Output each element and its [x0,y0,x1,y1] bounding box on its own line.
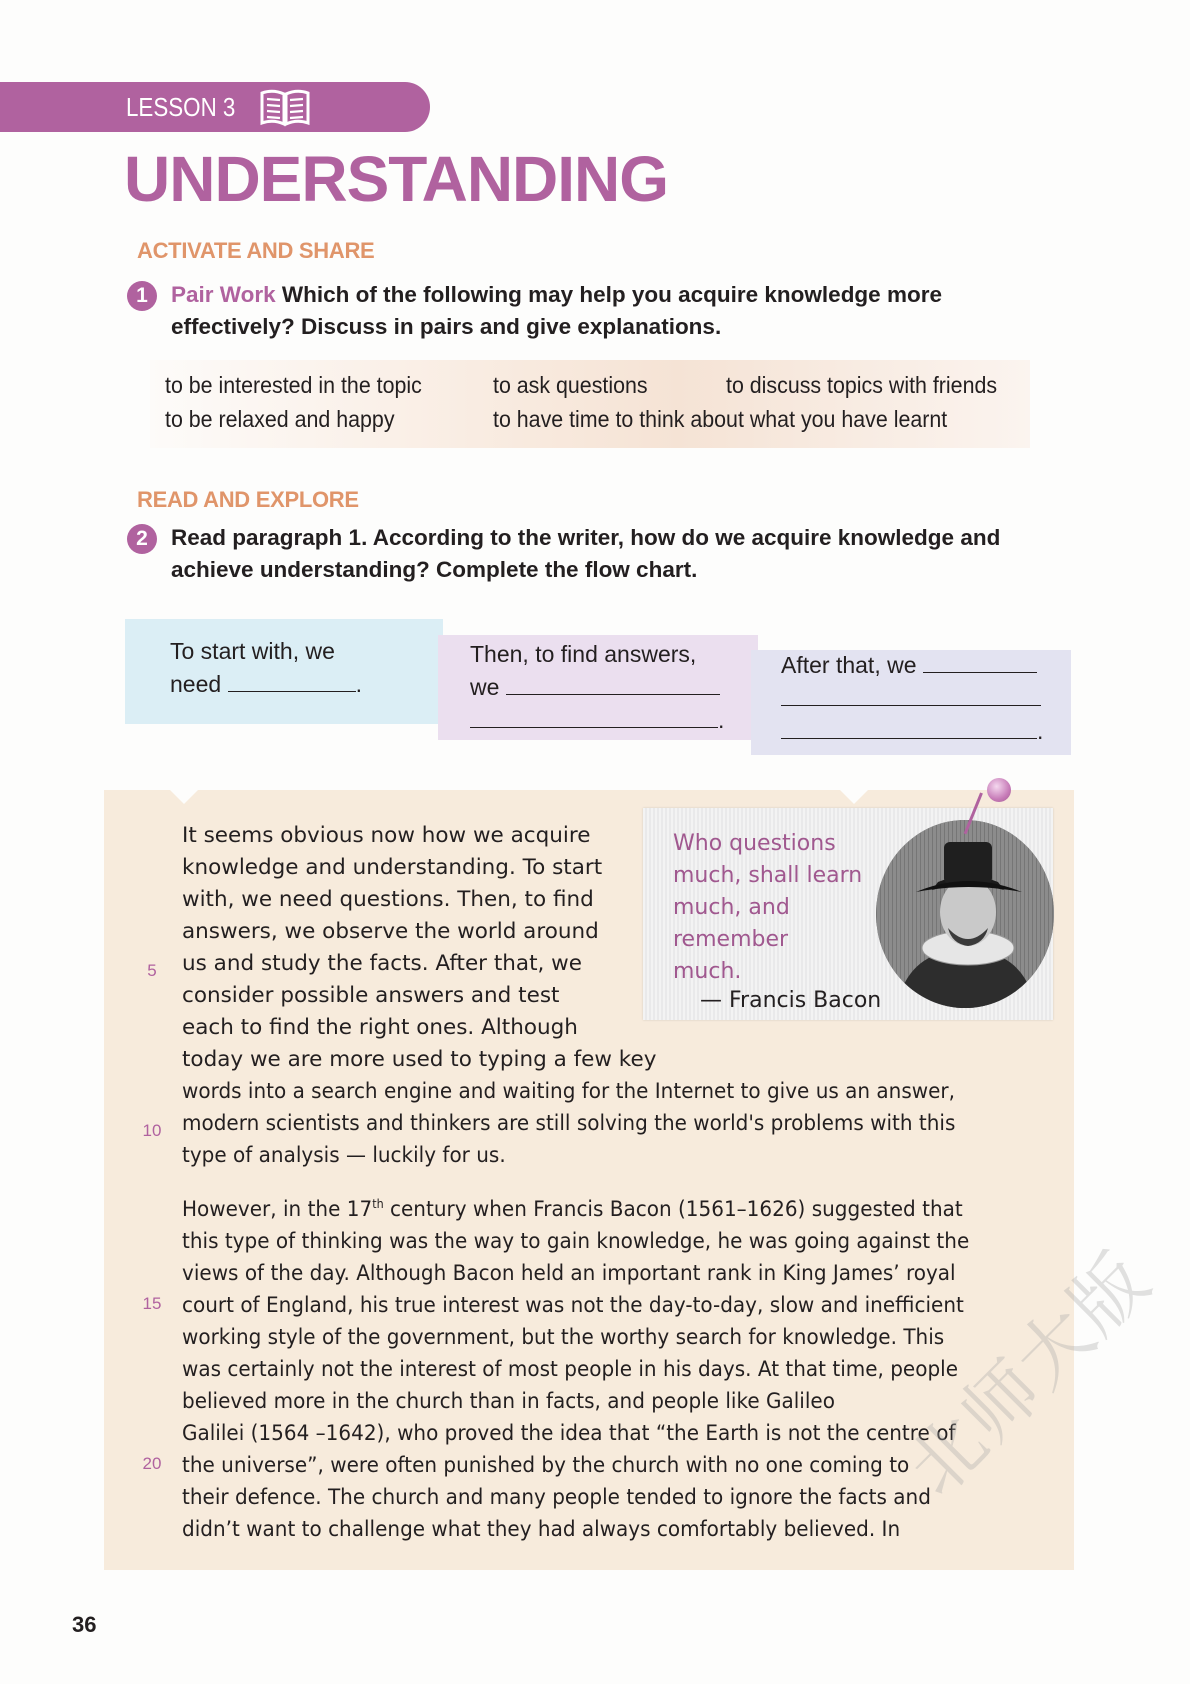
task-number-badge: 2 [127,524,157,554]
section-heading-read: READ AND EXPLORE [137,487,359,512]
paper-notch [170,790,198,804]
passage-line: Galilei (1564 –1642), who proved the idea that “the Earth is not the centre of [182,1421,956,1446]
quote-line: Who questions [673,831,836,856]
publisher-watermark: 北师大版 [891,1236,1168,1513]
flow-box-1-line-2: need [170,671,222,697]
quote-line: much, and [673,895,790,920]
flow-box-1 [125,619,443,724]
flow-box-1-line-1: To start with, we [170,638,335,664]
line-number: 10 [142,1121,162,1140]
passage-line: words into a search engine and waiting for the Internet to give us an answer, [182,1079,956,1104]
passage-line: knowledge and understanding. To start [182,855,603,880]
pair-work-tag: Pair Work [171,282,276,307]
passage-line: this type of thinking was the way to gain knowledge, he was going against the [182,1229,970,1254]
quote-text [673,828,862,988]
line-number: 15 [142,1294,162,1313]
passage-text: However, in the 17 [182,1197,373,1222]
pin-icon [987,778,1011,802]
answer-blank[interactable] [923,650,1037,673]
passage-line: modern scientists and thinkers are still solving the world's problems with this [182,1111,956,1136]
line-number: 20 [142,1454,162,1473]
option-item: to be interested in the topic [165,372,422,398]
task-2-text: Read paragraph 1. According to the writer, how do we acquire knowledge and [171,525,1001,550]
passage-line: was certainly not the interest of most people in his days. At that time, people [182,1357,959,1382]
flow-box-2 [438,635,758,740]
period: . [355,671,362,697]
page-number: 36 [72,1612,97,1637]
option-item: to discuss topics with friends [726,372,998,398]
passage-line: the universe”, were often punished by the church with no one coming to [182,1453,910,1478]
passage-line: their defence. The church and many people tended to ignore the facts and [182,1485,931,1510]
section-heading-activate: ACTIVATE AND SHARE [137,238,375,263]
flow-box-3 [751,650,1071,755]
task-1-text: Which of the following may help you acquire knowledge more [281,282,942,307]
page-title: UNDERSTANDING [124,143,669,215]
quote-line: much, shall learn [673,863,863,888]
passage-line: today we are more used to typing a few key [182,1047,657,1072]
open-book-icon [259,88,311,128]
paragraph-2 [182,1194,969,1546]
passage-line: views of the day. Although Bacon held an important rank in King James’ royal [182,1261,956,1286]
portrait-drawing [876,820,1054,1008]
superscript: th [372,1196,384,1211]
period: . [718,707,725,733]
option-item: to have time to think about what you have learnt [493,406,948,432]
period: . [1037,718,1044,744]
quote-line: much. [673,959,742,984]
francis-bacon-portrait [876,820,1054,1008]
task-number-badge: 1 [127,281,157,311]
option-item: to be relaxed and happy [165,406,395,432]
task-2-instruction [171,522,1071,586]
flow-box-2-line-1: Then, to find answers, [470,641,697,667]
answer-blank[interactable] [470,705,718,728]
flow-box-3-line-1: After that, we [781,652,917,678]
passage-line: type of analysis — luckily for us. [182,1143,506,1168]
option-item: to ask questions [493,372,648,398]
answer-blank[interactable] [781,683,1041,706]
task-1-instruction [171,279,1071,343]
passage-line: each to find the right ones. Although [182,1015,578,1040]
flow-box-2-line-2: we [470,674,500,700]
task-1-text-2: effectively? Discuss in pairs and give explanations. [171,314,722,339]
passage-text: century when Francis Bacon (1561–1626) suggested that [383,1197,963,1222]
passage-line: consider possible answers and test [182,983,560,1008]
passage-line: believed more in the church than in facts, and people like Galileo [182,1389,835,1414]
passage-line: us and study the facts. After that, we [182,951,582,976]
answer-blank[interactable] [228,669,356,692]
lesson-label: LESSON 3 [126,92,236,122]
passage-line: answers, we observe the world around [182,919,599,944]
passage-line: court of England, his true interest was not the day-to-day, slow and inefficient [182,1293,964,1318]
passage-line: working style of the government, but the worthy search for knowledge. This [182,1325,945,1350]
answer-blank[interactable] [781,716,1037,739]
quote-line: remember [673,927,789,952]
passage-line [182,1194,969,1226]
passage-line: with, we need questions. Then, to find [182,887,594,912]
answer-blank[interactable] [506,672,720,695]
task-2-text-2: achieve understanding? Complete the flow chart. [171,557,698,582]
quote-author: — Francis Bacon [700,988,882,1013]
passage-line: didn’t want to challenge what they had always comfortably believed. In [182,1517,901,1542]
passage-line: It seems obvious now how we acquire [182,823,591,848]
paper-notch [840,790,868,804]
line-number: 5 [147,961,157,980]
